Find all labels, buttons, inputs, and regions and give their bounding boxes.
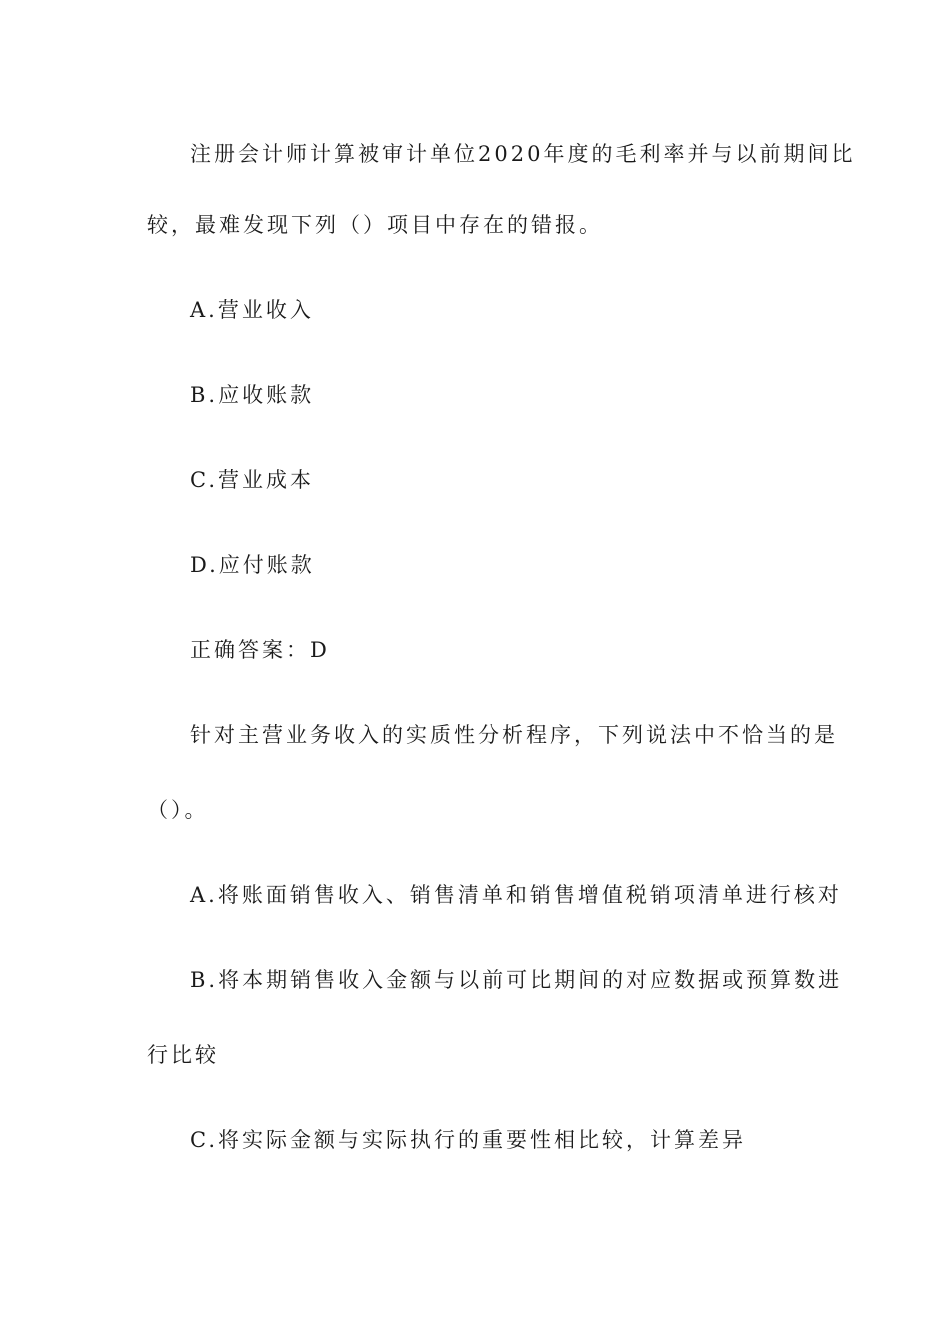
question-1-option-c: C.营业成本 [190, 468, 314, 492]
question-2-option-c: C.将实际金额与实际执行的重要性相比较，计算差异 [190, 1128, 746, 1152]
question-2-option-b-line-1: B.将本期销售收入金额与以前可比期间的对应数据或预算数进 [190, 968, 843, 992]
question-2-option-b-line-2: 行比较 [147, 1043, 219, 1067]
question-1-option-a: A.营业收入 [190, 298, 314, 322]
question-2-stem-line-2: （）。 [147, 798, 209, 822]
question-1-option-b: B.应收账款 [190, 383, 315, 407]
question-1-stem-line-1: 注册会计师计算被审计单位2020年度的毛利率并与以前期间比 [190, 142, 856, 166]
question-2-stem-line-1: 针对主营业务收入的实质性分析程序，下列说法中不恰当的是 [190, 723, 838, 747]
question-2-option-a: A.将账面销售收入、销售清单和销售增值税销项清单进行核对 [190, 883, 842, 907]
question-1-stem-line-2: 较，最难发现下列（）项目中存在的错报。 [147, 213, 603, 237]
question-1-option-d: D.应付账款 [190, 553, 315, 577]
question-1-answer: 正确答案：D [190, 638, 330, 662]
